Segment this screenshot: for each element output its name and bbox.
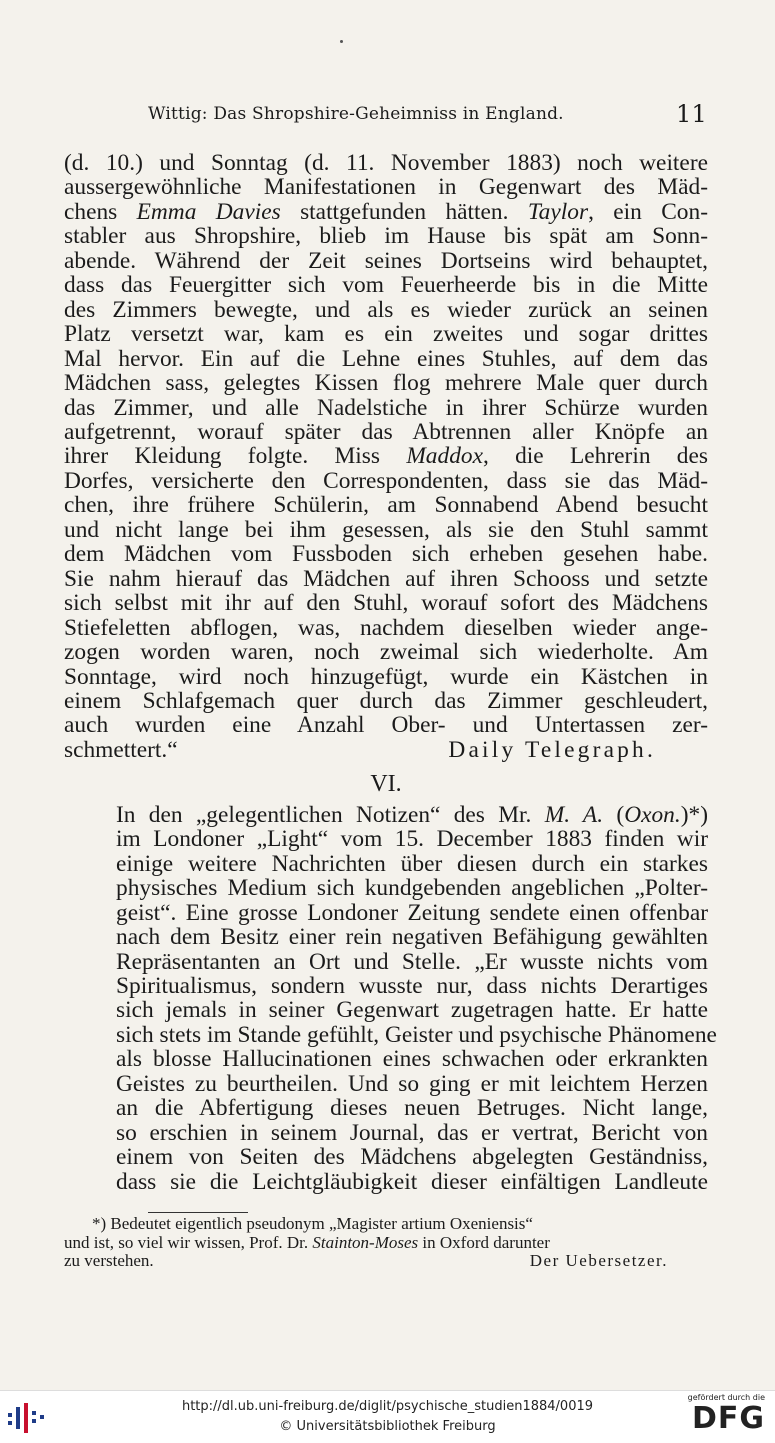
paragraph1-line: ihrer Kleidung folgte. Miss Maddox, die Lehrerin des [64,443,708,470]
paragraph2-line: sich jemals in seiner Gegenwart zugetragen hatte. Er hatte [116,997,708,1024]
paragraph1-line: sich selbst mit ihr auf den Stuhl, worauf sofort des Mädchens [64,590,708,617]
paragraph1-line: Mal hervor. Ein auf die Lehne eines Stuhles, auf dem das [64,345,708,372]
copyright-text: © Universitätsbibliothek Freiburg [279,1419,496,1434]
paragraph1-line: chens Emma Davies stattgefunden hätten. Taylor, ein Con- [64,198,708,225]
scan-speck [340,40,343,43]
paragraph2-line: nach dem Besitz einer rein negativen Befähigung gewählten [116,924,708,951]
paragraph2-line: sich stets im Stande gefühlt, Geister und psychische Phänomene [116,1021,717,1048]
italic-name: Emma Davies [136,198,281,225]
paragraph1-line: aufgetrennt, worauf später das Abtrennen aller Knöpfe an [64,418,708,445]
paragraph1-line: des Zimmers bewegte, und als es wieder zurück an seinen [64,296,708,323]
paragraph1-line: einem Schlafgemach quer durch das Zimmer geschleudert, [64,687,708,714]
paragraph2-line: In den „gelegentlichen Notizen“ des Mr. M. A. (Oxon.)*) [116,801,708,828]
running-head [148,100,707,128]
paragraph1-line: Sie nahm hierauf das Mädchen auf ihren Schooss und setzte [64,565,708,592]
paragraph-1 [64,151,708,738]
body-text [64,150,717,1195]
footer-bar [0,1390,775,1443]
paragraph2-line: an die Abfertigung dieses neuen Betruges. Nicht lange, [116,1095,708,1122]
paragraph2-line: als blosse Hallucinationen eines schwachen oder erkrankten [116,1046,708,1073]
paragraph1-line: dem Mädchen vom Fussboden sich erheben gesehen habe. [64,541,708,568]
paragraph1-line: aussergewöhnliche Manifestationen in Gegenwart des Mäd- [64,174,708,201]
paragraph1-line: chen, ihre frühere Schülerin, am Sonnabend Abend besucht [64,492,708,519]
footnote-line-1: *) Bedeutet eigentlich pseudonym „Magister artium Oxeniensis“ [92,1214,533,1233]
paragraph2-line: geist“. Eine grosse Londoner Zeitung sendete einen offenbar [116,899,708,926]
paragraph1-line: dass das Feuergitter sich vom Feuerheerde bis in die Mitte [64,272,708,299]
paragraph2-line: so erschien in seinem Journal, das er vertrat, Bericht von [116,1119,708,1146]
paragraph1-line: Platz versetzt war, kam es ein zweites und sogar drittes [64,321,708,348]
footnote-line-3 [64,1252,708,1271]
paragraph1-line: Mädchen sass, gelegtes Kissen flog mehrere Male quer durch [64,370,708,397]
funder-caption: gefördert durch die [687,1393,765,1402]
italic-name: M. A. [544,801,604,828]
digital-library-link[interactable]: http://dl.ub.uni-freiburg.de/diglit/psychische_studien1884/0019 [181,1399,594,1414]
paragraph2-line: physisches Medium sich kundgebenden angeblichen „Polter- [116,875,708,902]
footnote-line-3-text: zu verstehen. [64,1251,154,1270]
paragraph1-line: auch wurden eine Anzahl Ober- und Untertassen zer- [64,712,708,739]
footnote-line-2 [64,1234,708,1253]
footnote-line-2-start: und ist, so viel wir wissen, Prof. Dr. [64,1232,313,1252]
dfg-funder-logo [687,1393,765,1435]
paragraph1-line: und nicht lange bei ihm gesessen, als sie den Stuhl sammt [64,516,708,543]
footnote-name: Stainton-Moses [312,1232,419,1252]
section-heading: VI. [370,771,402,798]
closing-line [64,738,708,762]
paragraph1-line: Dorfes, versicherte den Correspondenten, dass sie das Mäd- [64,467,708,494]
paragraph2-line: einem von Seiten des Mädchens abgelegten Geständniss, [116,1144,708,1171]
paragraph1-line: Stiefeletten abflogen, was, nachdem dieselben wieder ange- [64,614,708,641]
paragraph2-line: Repräsentanten an Ort und Stelle. „Er wusste nichts vom [116,948,708,975]
closing-quote-word: schmettert.“ [64,736,178,763]
paragraph2-line: im Londoner „Light“ vom 15. December 1883 finden wir [116,826,708,853]
footnote-translator: Der Uebersetzer. [529,1251,668,1270]
footnote-line-2-end: in Oxford darunter [418,1232,550,1252]
source-credit: Daily Telegraph. [448,736,656,763]
footnote [64,1215,708,1271]
paragraph1-line: zogen worden waren, noch zweimal sich wiederholte. Am [64,639,708,666]
paragraph1-line: abende. Während der Zeit seines Dortseins wird behauptet, [64,247,708,274]
paragraph1-line: stabler aus Shropshire, blieb im Hause bis spät am Sonn- [64,223,708,250]
italic-name: Oxon. [624,801,681,828]
italic-name: Maddox [406,443,483,470]
running-head-title: Wittig: Das Shropshire-Geheimniss in England. [148,104,564,124]
paragraph1-line: (d. 10.) und Sonntag (d. 11. November 1883) noch weitere [64,150,708,176]
paragraph2-line: dass sie die Leichtgläubigkeit dieser einfältigen Landleute [116,1168,708,1195]
paragraph1-line: das Zimmer, und alle Nadelstiche in ihrer Schürze wurden [64,394,708,421]
paragraph2-line: Geistes zu beurtheilen. Und so ging er mit leichtem Herzen [116,1070,708,1097]
paragraph1-line: Sonntage, wird noch hinzugefügt, wurde ein Kästchen in [64,663,708,690]
paragraph2-line: einige weitere Nachrichten über diesen durch ein starkes [116,850,708,877]
dfg-logo-icon: DFG [691,1401,765,1436]
paragraph-2 [64,801,717,1195]
italic-name: Taylor [527,198,589,225]
paragraph2-line: Spiritualismus, sondern wusste nur, dass nichts Derartiges [116,972,708,999]
page-number: 11 [676,100,707,128]
footnote-rule [148,1212,248,1213]
